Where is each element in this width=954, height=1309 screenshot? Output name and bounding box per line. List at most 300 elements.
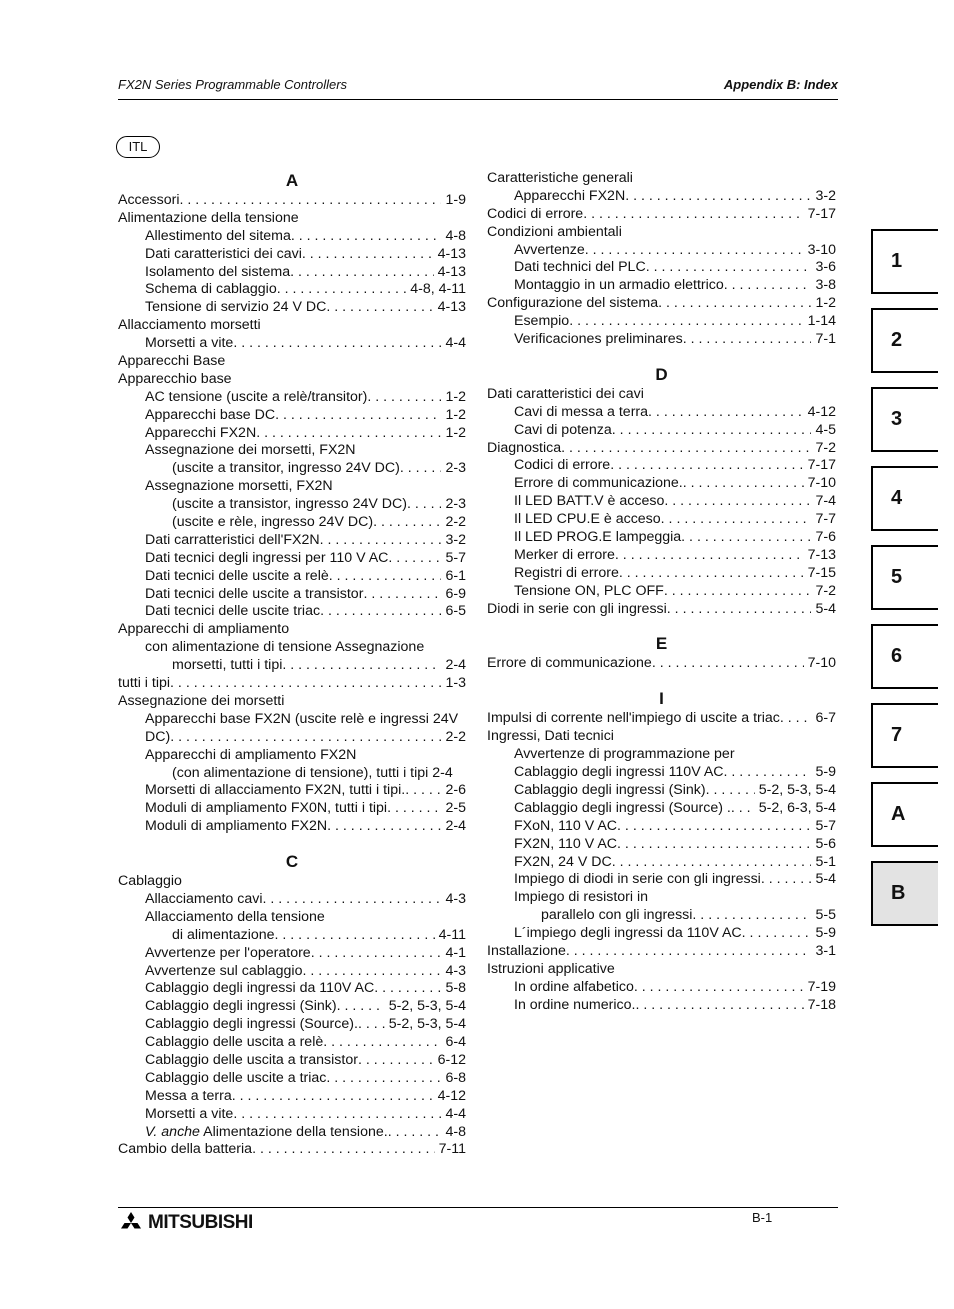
entry-text: (uscite a transistor, ingresso 24V DC) (172, 496, 407, 513)
entry-page-ref: 7-18 (807, 996, 836, 1013)
dot-leader (256, 425, 441, 443)
entry-text: Cavi di messa a terra (514, 403, 649, 420)
entry-page-ref: 5-4 (815, 600, 836, 617)
entry-text: In ordine alfabetico (514, 978, 634, 995)
section-title: Appendix B: Index (723, 77, 838, 92)
entry-text: di alimentazione (172, 926, 275, 943)
index-entry (487, 331, 836, 349)
dot-leader (373, 514, 441, 532)
index-entry (487, 493, 836, 511)
index-entry (118, 281, 466, 299)
index-entry (487, 565, 836, 583)
entry-text: Registri di errore (514, 564, 619, 581)
entry-text: Schema di cablaggio (145, 281, 277, 298)
entry-term (145, 800, 387, 818)
entry-page-ref: 7-6 (815, 529, 836, 546)
index-entry (118, 873, 466, 891)
dot-leader (648, 404, 804, 422)
language-badge: ITL (116, 136, 160, 158)
entry-page-ref: 7-15 (807, 564, 836, 581)
index-entry (118, 1106, 466, 1124)
entry-term (514, 818, 617, 836)
entry-term (514, 925, 742, 943)
entry-page-ref: 2-2 (445, 514, 466, 531)
dot-leader (282, 657, 441, 675)
index-entry (118, 532, 466, 550)
dot-leader (646, 259, 812, 277)
entry-page-ref: 2-6 (445, 782, 466, 799)
index-entry (118, 693, 466, 711)
dot-leader (566, 943, 812, 961)
index-entry (118, 675, 466, 693)
entry-term (145, 980, 374, 998)
index-entry (487, 961, 836, 979)
entry-text: Montaggio in un armadio elettrico (514, 277, 724, 294)
entry-page-ref: 1-2 (445, 388, 466, 405)
entry-term (514, 242, 585, 260)
entry-text: (uscite e rèle, ingresso 24V DC) (172, 514, 374, 531)
index-entry (487, 782, 836, 800)
chapter-tab-label: 2 (891, 329, 903, 351)
entry-page-ref: 4-8 (445, 227, 466, 244)
entry-page-ref: 5-2, 5-3, 5-4 (388, 1016, 466, 1033)
entry-term (514, 259, 646, 277)
entry-term (541, 907, 692, 925)
brand-name: MITSUBISHI (148, 1212, 253, 1233)
dot-leader (612, 854, 812, 872)
dot-leader (652, 655, 804, 673)
section-gap (487, 618, 836, 633)
entry-page-ref: 5-8 (445, 980, 466, 997)
entry-page-ref: 6-4 (445, 1034, 466, 1051)
dot-leader (635, 997, 803, 1015)
index-entry (487, 655, 836, 673)
dot-leader (263, 891, 442, 909)
entry-term (145, 442, 356, 458)
dot-leader (275, 927, 435, 945)
entry-text: Il LED PROG.E lampeggia (514, 529, 682, 546)
entry-term (145, 818, 327, 836)
index-entry (487, 440, 836, 458)
entry-text: Assegnazione dei morsetti, FX2N (145, 442, 356, 459)
index-entry (487, 547, 836, 565)
entry-term (118, 873, 182, 889)
page-number: B-1 (752, 1210, 773, 1225)
entry-page-ref: 4-5 (815, 421, 836, 438)
entry-text: Dati technici del PLC (514, 259, 646, 276)
index-entry (487, 188, 836, 206)
entry-text: Cablaggio degli ingressi (Source) . (514, 799, 731, 816)
entry-term (145, 945, 311, 963)
entry-page-ref: 5-9 (815, 764, 836, 781)
index-entry (118, 264, 466, 282)
dot-leader (363, 586, 441, 604)
entry-page-ref: 6-7 (815, 710, 836, 727)
dot-leader (617, 818, 811, 836)
entry-text: Cablaggio degli ingressi da 110V AC (145, 980, 375, 997)
chapter-tab-1[interactable] (871, 229, 938, 294)
chapter-tab-4[interactable] (871, 466, 938, 531)
entry-page-ref: 2-3 (445, 496, 466, 513)
index-entry (118, 818, 466, 836)
section-letter: C (285, 852, 299, 872)
index-entry (118, 765, 466, 783)
entry-term (145, 264, 290, 282)
entry-page-ref: 3-6 (815, 259, 836, 276)
index-entry (118, 192, 466, 210)
entry-term (118, 693, 284, 709)
entry-term (514, 583, 664, 601)
index-entry (118, 1052, 466, 1070)
entry-text: FX2N, 110 V AC (514, 835, 618, 852)
section-letter: I (659, 689, 664, 709)
entry-text: Apparecchi base FX2N (uscite relè e ingressi 24V (145, 710, 459, 727)
dot-leader (724, 277, 812, 295)
entry-text: Apparecchi FX2N (145, 424, 257, 441)
index-entry (487, 925, 836, 943)
document-title: FX2N Series Programmable Controllers (118, 77, 348, 92)
dot-leader (585, 242, 804, 260)
entry-page-ref: 2-4 (445, 657, 466, 674)
entry-page-ref: 4-11 (438, 926, 466, 943)
entry-term (514, 997, 635, 1015)
entry-term (514, 313, 569, 331)
entry-page-ref: 7-2 (815, 439, 836, 456)
index-entry (118, 782, 466, 800)
entry-page-ref: 7-1 (815, 331, 836, 348)
entry-term (145, 246, 302, 264)
entry-page-ref: 5-9 (815, 925, 836, 942)
index-entry (487, 206, 836, 224)
entry-page-ref: 4-12 (807, 403, 836, 420)
index-entry (487, 728, 836, 746)
entry-term (145, 407, 275, 425)
entry-page-ref: 6-9 (445, 585, 466, 602)
entry-text: Configurazione del sistema (487, 295, 659, 312)
entry-text: Isolamento del sistema (145, 263, 291, 280)
entry-page-ref: 4-8 (445, 1123, 466, 1140)
entry-term (172, 927, 275, 945)
index-entry (118, 371, 466, 389)
entry-term (118, 210, 299, 226)
entry-text: Impiego di resistori in (514, 889, 649, 906)
entry-text: Cablaggio delle uscita a transistor (145, 1051, 358, 1068)
entry-term (514, 782, 706, 800)
entry-page-ref: 1-14 (807, 313, 836, 330)
dot-leader (407, 496, 442, 514)
entry-term (145, 1016, 358, 1034)
footer-rule (118, 1207, 838, 1208)
entry-term (145, 586, 363, 604)
chapter-tab-3[interactable] (871, 387, 938, 452)
index-entry (118, 1141, 466, 1159)
entry-page-ref: 4-13 (437, 299, 466, 316)
dot-leader (320, 532, 442, 550)
chapter-tab-a[interactable] (871, 782, 938, 847)
entry-text: Moduli di ampliamento FX0N, tutti i tipi (145, 800, 388, 817)
entry-text: Dati tecnici delle uscite a transistor (145, 585, 364, 602)
index-entry (118, 425, 466, 443)
entry-term (145, 603, 320, 621)
index-entry (118, 621, 466, 639)
dot-leader (742, 925, 812, 943)
entry-term (514, 565, 619, 583)
dot-leader (619, 565, 804, 583)
index-entry (487, 277, 836, 295)
dot-leader (731, 800, 755, 818)
entry-text: Condizioni ambientali (487, 223, 622, 240)
entry-page-ref: 7-10 (807, 655, 836, 672)
entry-term (487, 710, 780, 728)
section-letter: A (285, 171, 299, 190)
entry-page-ref: 4-4 (445, 335, 466, 352)
index-entry (118, 228, 466, 246)
entry-page-ref: 5-2, 5-3, 5-4 (758, 781, 836, 798)
dot-leader (405, 782, 441, 800)
chapter-tab-5[interactable] (871, 545, 938, 610)
entry-text: Apparecchi di ampliamento (118, 621, 290, 638)
entry-page-ref: 5-2, 6-3, 5-4 (758, 799, 836, 816)
entry-term (514, 404, 648, 422)
entry-page-ref: 7-19 (807, 978, 836, 995)
index-entry (487, 422, 836, 440)
entry-text: Cablaggio delle uscita a relè (145, 1034, 324, 1051)
entry-page-ref: 1-2 (445, 406, 466, 423)
entry-term (514, 547, 615, 565)
section-gap (487, 673, 836, 688)
index-entry (487, 511, 836, 529)
index-entry (118, 747, 466, 765)
entry-page-ref: 7-10 (807, 475, 836, 492)
chapter-tab-b[interactable] (871, 861, 938, 926)
chapter-tab-6[interactable] (871, 624, 938, 689)
entry-text: Installazione (487, 942, 566, 959)
dot-leader (329, 568, 442, 586)
dot-leader (610, 457, 803, 475)
index-entry (118, 550, 466, 568)
entry-term (118, 1141, 252, 1159)
entry-term (145, 1088, 232, 1106)
entry-term (145, 425, 256, 443)
entry-term (514, 422, 612, 440)
entry-text: FX2N, 24 V DC (514, 853, 612, 870)
entry-text: Il LED CPU.E è acceso (514, 511, 661, 528)
entry-term (487, 386, 644, 402)
entry-text: Merker di errore (514, 546, 615, 563)
dot-leader (400, 460, 442, 478)
entry-text: DC) (145, 728, 171, 745)
entry-text: Cablaggio degli ingressi (Sink) (514, 781, 706, 798)
entry-text: Alimentazione della tensione (118, 209, 299, 226)
entry-page-ref: 5-7 (445, 549, 466, 566)
dot-leader (327, 818, 441, 836)
dot-leader (664, 493, 811, 511)
entry-text: (uscite a transitor, ingresso 24V DC) (172, 460, 400, 477)
entry-text: Tensione ON, PLC OFF (514, 582, 664, 599)
entry-term (145, 1106, 233, 1124)
dot-leader (302, 246, 434, 264)
entry-text: Morsetti di allacciamento FX2N, tutti i tipi. (145, 782, 406, 799)
entry-text: Avvertenze (514, 241, 585, 258)
page-header (118, 77, 838, 100)
entry-term (487, 170, 633, 186)
dot-leader (170, 729, 441, 747)
index-column-right (487, 170, 836, 1015)
entry-page-ref: 5-6 (815, 835, 836, 852)
dot-leader (233, 335, 441, 353)
entry-term (145, 998, 337, 1016)
index-entry (487, 871, 836, 889)
entry-text: Alimentazione della tensione. (203, 1123, 388, 1140)
index-column-left (118, 170, 466, 1159)
dot-leader (617, 836, 811, 854)
entry-text: In ordine numerico. (514, 996, 636, 1013)
dot-leader (780, 710, 812, 728)
index-entry (118, 586, 466, 604)
entry-term (145, 639, 424, 655)
entry-page-ref: 2-2 (445, 728, 466, 745)
dot-leader (388, 1124, 442, 1142)
entry-text: Codici di errore (487, 205, 584, 222)
dot-leader (664, 583, 812, 601)
index-entry (487, 907, 836, 925)
index-entry (118, 998, 466, 1016)
entry-text: Moduli di ampliamento FX2N (145, 818, 328, 835)
index-entry (118, 711, 466, 729)
entry-text: morsetti, tutti i tipi (172, 657, 283, 674)
entry-term (172, 514, 373, 532)
entry-text: Cablaggio degli ingressi 110V AC (514, 764, 724, 781)
entry-page-ref: 7-2 (815, 582, 836, 599)
index-entry (487, 746, 836, 764)
entry-term (487, 655, 652, 673)
entry-text: Cablaggio delle uscite a triac (145, 1069, 327, 1086)
index-entry (487, 854, 836, 872)
index-entry (487, 818, 836, 836)
entry-text: Ingressi, Dati tecnici (487, 728, 614, 745)
entry-text: Cavi di potenza (514, 421, 612, 438)
entry-text: (con alimentazione di tensione), tutti i tipi 2-4 (172, 764, 453, 781)
index-entry (118, 317, 466, 335)
index-entry (118, 729, 466, 747)
index-entry (487, 224, 836, 242)
entry-page-ref: 2-3 (445, 460, 466, 477)
dot-leader (625, 188, 811, 206)
chapter-tab-label: 5 (891, 566, 903, 588)
index-entry (118, 353, 466, 371)
entry-page-ref: 1-2 (445, 424, 466, 441)
entry-term (487, 943, 566, 961)
index-entry (118, 496, 466, 514)
dot-leader (387, 800, 441, 818)
entry-page-ref: 7-11 (438, 1141, 466, 1158)
entry-text: Impiego di diodi in serie con gli ingressi (514, 871, 761, 888)
entry-page-ref: 3-10 (807, 241, 836, 258)
dot-leader (358, 1016, 385, 1034)
dot-leader (358, 1052, 434, 1070)
entry-term (145, 963, 302, 981)
entry-term (145, 1052, 358, 1070)
entry-page-ref: 3-1 (815, 942, 836, 959)
dot-leader (634, 979, 804, 997)
three-diamonds-icon (118, 1212, 144, 1234)
entry-term (514, 511, 661, 529)
see-also-prefix: V. anche (145, 1123, 200, 1140)
entry-term (514, 493, 664, 511)
dot-leader (388, 550, 441, 568)
entry-text: Accessori (118, 192, 180, 208)
chapter-tab-2[interactable] (871, 308, 938, 373)
entry-term (514, 457, 610, 475)
index-entry (487, 764, 836, 782)
entry-page-ref: 2-4 (445, 818, 466, 835)
dot-leader (291, 228, 442, 246)
entry-text: Apparecchi di ampliamento FX2N (145, 746, 357, 763)
entry-term (145, 299, 326, 317)
entry-text: Avvertenze di programmazione per (514, 746, 735, 763)
index-entry (487, 583, 836, 601)
entry-page-ref: 4-13 (437, 245, 466, 262)
dot-leader (561, 440, 811, 458)
entry-text: Tensione di servizio 24 V DC (145, 299, 327, 316)
dot-leader (290, 264, 433, 282)
entry-page-ref: 4-4 (445, 1105, 466, 1122)
entry-term (118, 675, 170, 693)
index-entry (487, 889, 836, 907)
entry-text: Diodi in serie con gli ingressi (487, 600, 667, 617)
entry-term (145, 909, 325, 925)
dot-leader (252, 1141, 435, 1159)
entry-page-ref: 7-13 (807, 546, 836, 563)
entry-term (118, 621, 289, 637)
entry-term (145, 478, 333, 494)
entry-page-ref: 7-7 (815, 511, 836, 528)
chapter-tab-7[interactable] (871, 703, 938, 768)
entry-text: Errore di communicazione (487, 655, 652, 672)
entry-text: Errore di communicazione. (514, 475, 683, 492)
index-entry (487, 386, 836, 404)
index-entry (118, 945, 466, 963)
entry-page-ref: 3-2 (815, 187, 836, 204)
entry-text: Avvertenze sul cablaggio (145, 962, 303, 979)
entry-page-ref: 5-2, 5-3, 5-4 (388, 998, 466, 1015)
entry-term (145, 747, 356, 763)
entry-text: parallelo con gli ingressi (541, 907, 693, 924)
index-entry (118, 1088, 466, 1106)
dot-leader (761, 871, 812, 889)
entry-text: AC tensione (uscite a relè/transitor) (145, 388, 368, 405)
entry-text: FXoN, 110 V AC (514, 817, 618, 834)
entry-term (514, 475, 683, 493)
entry-term (487, 961, 615, 977)
index-entry (118, 1016, 466, 1034)
entry-page-ref: 1-2 (815, 295, 836, 312)
index-entry (487, 170, 836, 188)
entry-text: Morsetti a vite (145, 1105, 234, 1122)
entry-text: Esempio (514, 313, 570, 330)
entry-term (487, 295, 658, 313)
dot-leader (233, 1106, 441, 1124)
entry-text: Apparecchi base DC (145, 406, 276, 423)
entry-term (145, 891, 263, 909)
dot-leader (706, 782, 755, 800)
index-entry (487, 710, 836, 728)
entry-term (514, 746, 735, 762)
index-entry (118, 246, 466, 264)
entry-term (487, 224, 622, 240)
entry-term (145, 782, 405, 800)
entry-term (514, 979, 634, 997)
